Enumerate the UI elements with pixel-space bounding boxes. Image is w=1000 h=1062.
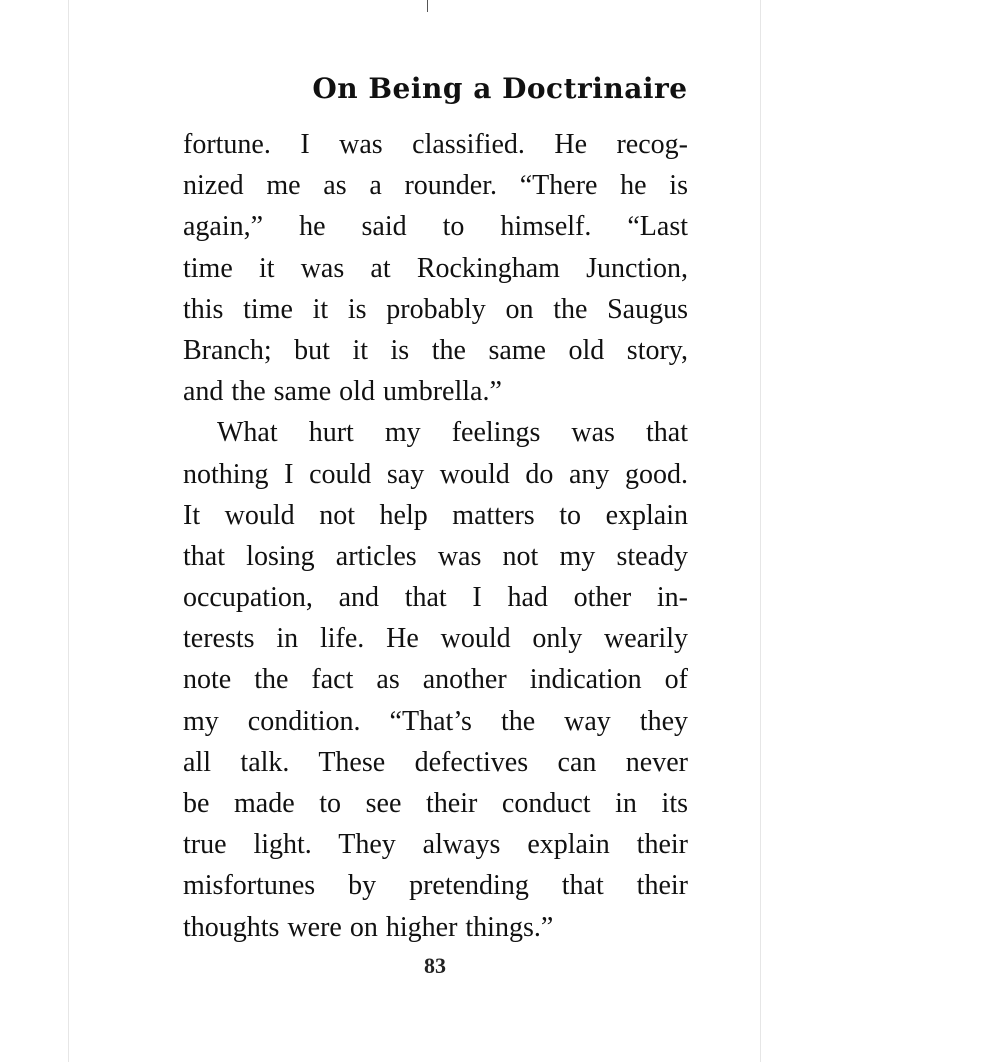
text-line: note the fact as another indication of — [183, 664, 688, 696]
text-line: thoughts were on higher things.” — [183, 911, 554, 943]
text-line: this time it is probably on the Saugus — [183, 293, 688, 325]
top-scan-mark — [427, 0, 428, 12]
text-line: occupation, and that I had other in- — [183, 582, 688, 614]
page-number: 83 — [424, 953, 446, 978]
text-line: What hurt my feelings was that — [217, 417, 688, 449]
text-line: again,” he said to himself. “Last — [183, 211, 688, 243]
text-line: time it was at Rockingham Junction, — [183, 252, 688, 284]
body-text — [183, 124, 688, 948]
text-line: that losing articles was not my steady — [183, 540, 688, 572]
text-line: all talk. These defectives can never — [183, 746, 688, 778]
text-line: nized me as a rounder. “There he is — [183, 170, 688, 202]
text-line: and the same old umbrella.” — [183, 376, 502, 408]
text-line: Branch; but it is the same old story, — [183, 334, 688, 366]
running-head: On Being a Doctrinaire — [312, 72, 688, 105]
text-line: fortune. I was classified. He recog- — [183, 129, 688, 160]
text-line: misfortunes by pretending that their — [183, 870, 688, 902]
text-line: true light. They always explain their — [183, 829, 688, 861]
text-line: nothing I could say would do any good. — [183, 458, 688, 490]
right-page-edge — [760, 0, 761, 1062]
text-line: my condition. “That’s the way they — [183, 705, 688, 737]
text-line: It would not help matters to explain — [183, 499, 688, 531]
text-line: terests in life. He would only wearily — [183, 623, 688, 655]
left-page-edge — [68, 0, 69, 1062]
text-line: be made to see their conduct in its — [183, 788, 688, 819]
